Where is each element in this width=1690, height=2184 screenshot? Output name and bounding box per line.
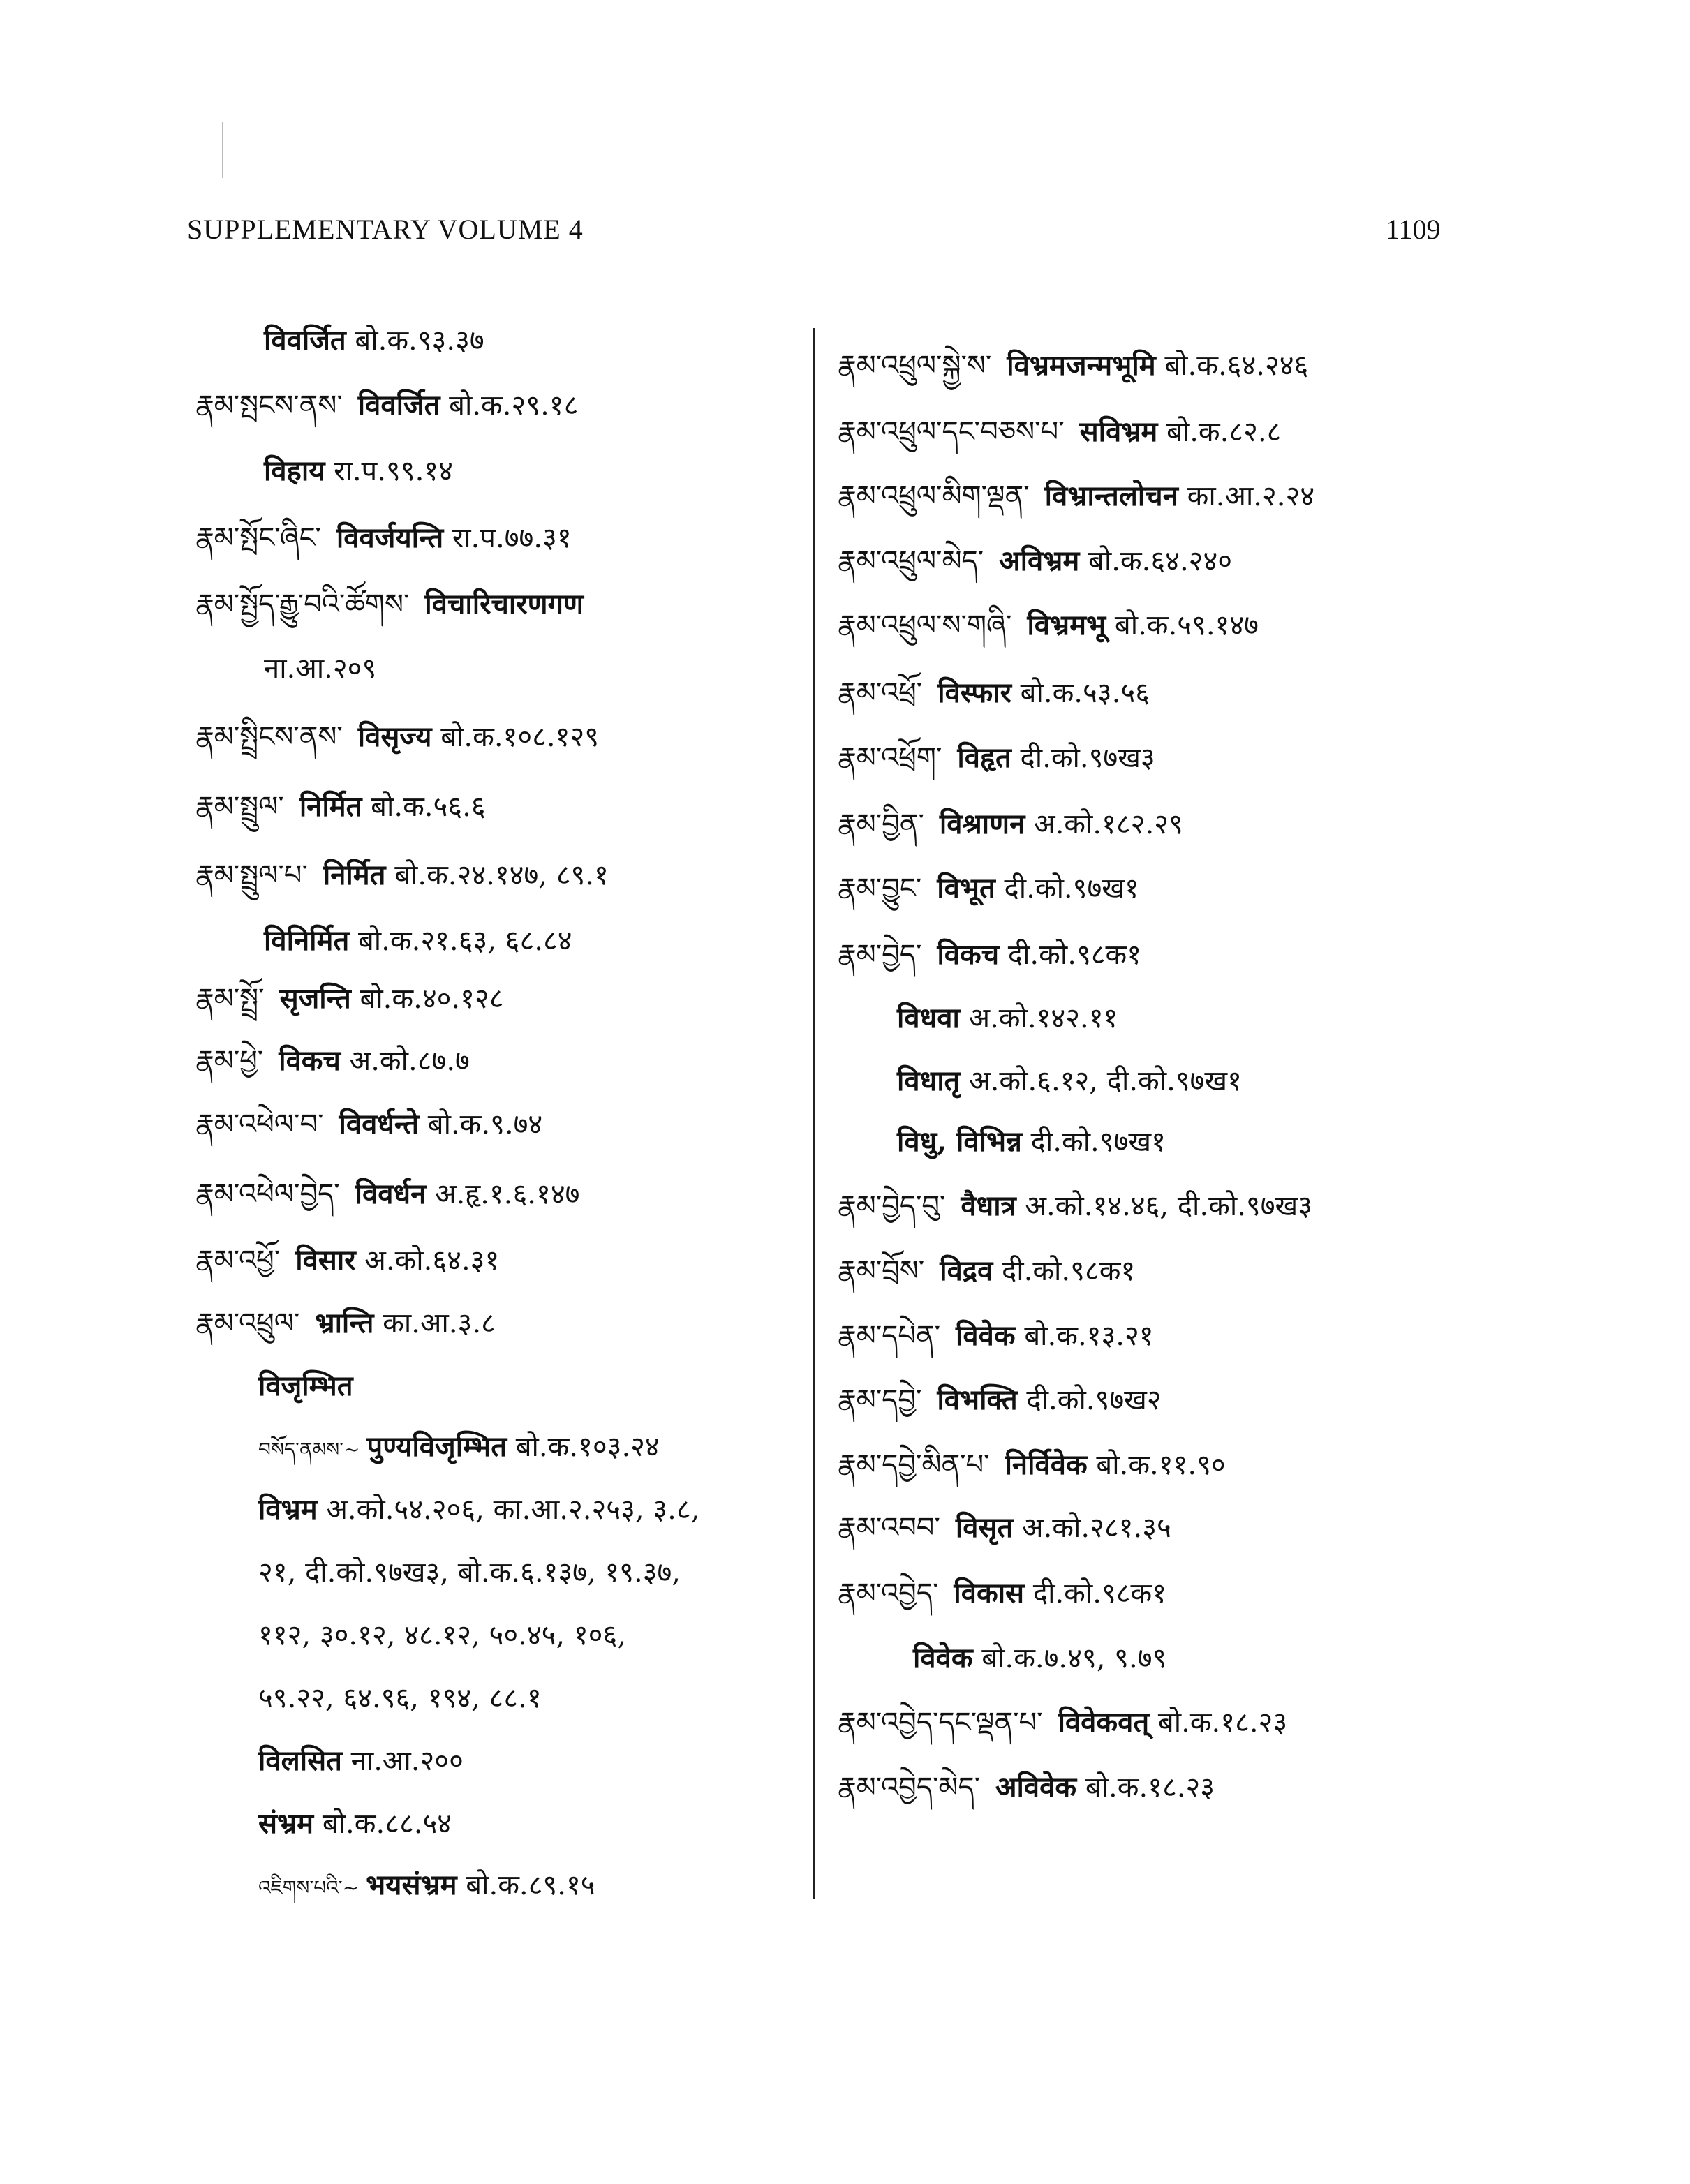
tibetan-headword: རྣམ་བྱེད་ [838,939,922,971]
reference: ना.आ.२०९ [264,653,377,685]
tibetan-phrase: བསོད་ནམས་~ [258,1438,360,1461]
tibetan-headword: རྣམ་སྤྲུལ་པ་ [195,859,308,891]
sanskrit-term: सविभ्रम [1079,415,1158,448]
reference: बो.क.११.९० [1096,1449,1226,1481]
right-entry [838,1304,1154,1368]
sanskrit-term: विलसित [258,1744,342,1777]
sanskrit-term: विवर्जित [264,324,346,357]
left-entry [195,1162,579,1226]
left-entry [258,1540,681,1605]
reference: बो.क.२१.६३, ६८.८४ [357,925,572,957]
sanskrit-term: निर्विवेक [1005,1448,1088,1481]
reference: २१, दी.को.९७ख३, बो.क.६.१३७, १९.३७, [258,1557,681,1589]
left-entry [264,909,572,973]
reference: बो.क.५९.१४७ [1114,609,1259,641]
reference: बो.क.६४.२४६ [1164,350,1309,382]
left-entry [195,843,609,907]
column-divider [813,328,815,1899]
tibetan-headword: རྣམ་འཕྲུལ་ [195,1307,300,1339]
reference: बो.क.७.४९, ९.७९ [981,1642,1167,1674]
sanskrit-term: पुण्यविजृम्भित [366,1430,507,1463]
reference: दी.को.९७ख२ [1026,1384,1162,1416]
tibetan-headword: རྣམ་འབབ་ [838,1512,940,1544]
left-entry [258,1666,542,1730]
reference: अ.को.६.१२, दी.को.९७ख१ [969,1065,1242,1097]
left-entry [258,1729,464,1793]
sanskrit-term: विसार [295,1244,356,1277]
reference: ५९.२२, ६४.९६, १९४, ८८.१ [258,1682,542,1714]
sanskrit-term: विधवा [897,1002,960,1034]
tibetan-headword: རྣམ་སྤངས་ནས་ [195,389,343,422]
sanskrit-term: विनिर्मित [264,924,350,957]
left-entry [195,1291,496,1355]
left-entry [195,572,584,637]
sanskrit-term: विहाय [264,454,325,487]
reference: अ.को.२८१.३५ [1022,1512,1171,1544]
sanskrit-term: भयसंभ्रम [366,1869,457,1901]
left-entry [264,309,484,373]
right-entry [838,1174,1312,1238]
reference: बो.क.१०३.२४ [515,1431,660,1463]
sanskrit-term: विवर्जयन्ति [336,521,444,554]
tibetan-phrase: འཇིགས་པའི་~ [258,1876,360,1899]
sanskrit-term: विभूत [937,872,995,905]
sanskrit-term: अविभ्रम [999,544,1080,577]
right-entry [897,986,1118,1050]
reference: दी.को.९८क१ [1032,1577,1167,1610]
sanskrit-term: विवेकवत् [1058,1706,1150,1739]
sanskrit-term: विसृज्य [357,720,432,753]
tibetan-headword: རྣམ་འཕྲུལ་དང་བཅས་པ་ [838,416,1065,448]
right-entry [838,1433,1226,1497]
tibetan-headword: རྣམ་བྲོས་ [838,1255,925,1287]
tibetan-headword: རྣམ་འབྱེད་ [838,1577,939,1610]
tibetan-headword: རྣམ་སྤྱོད་རྒྱུ་བའི་ཚོགས་ [195,588,410,621]
tibetan-headword: རྣམ་འཕེལ་བྱེད་ [195,1178,340,1210]
sanskrit-term: विभ्रान्तलोचन [1044,480,1178,512]
page-number: 1109 [1386,214,1441,245]
left-entry [195,705,599,769]
right-entry [838,1239,1135,1303]
running-header: SUPPLEMENTARY VOLUME 4 [187,214,584,245]
reference: बो.क.४०.१२८ [360,983,504,1015]
sanskrit-term: विकच [279,1044,341,1077]
sanskrit-term: विहृत [957,741,1011,774]
sanskrit-term: संभ्रम [258,1807,314,1840]
reference: बो.क.९३.३७ [355,325,484,357]
sanskrit-term: अविवेक [995,1771,1077,1804]
sanskrit-term: विवर्जित [357,389,440,422]
right-entry [838,923,1141,987]
sanskrit-term: विवर्धन्ते [339,1108,420,1141]
sanskrit-term: विश्राणन [939,808,1025,840]
reference: का.आ.३.८ [383,1307,496,1339]
tibetan-headword: རྣམ་འབྱེད་དང་ལྡན་པ་ [838,1707,1043,1739]
tibetan-headword: རྣམ་འཕྱོ་ [195,1245,281,1277]
sanskrit-term: भ्रान्ति [315,1307,374,1339]
left-entry [195,1092,542,1157]
right-entry [897,1110,1166,1174]
left-entry [258,1354,353,1418]
right-entry [913,1626,1166,1691]
tibetan-headword: རྣམ་སྤོང་ཞིང་ [195,522,321,554]
right-entry [838,792,1183,856]
tibetan-headword: རྣམ་བྱེད་བུ་ [838,1190,946,1222]
reference: अ.को.६४.३१ [364,1245,500,1277]
left-entry [258,1792,452,1856]
reference: अ.को.१४.४६, दी.को.९७ख३ [1025,1190,1313,1222]
tibetan-headword: རྣམ་སྤྲུལ་ [195,791,284,823]
left-entry [258,1415,660,1479]
left-entry [264,439,453,503]
reference: दी.को.९७ख१ [1030,1126,1166,1158]
reference: बो.क.८९.१५ [466,1869,595,1901]
sanskrit-term: विधु, विभिन्न [897,1125,1022,1158]
right-entry [838,1755,1215,1820]
reference: बो.क.२९.१८ [449,389,579,422]
right-entry [838,726,1155,790]
reference: बो.क.६४.२४० [1088,545,1233,577]
reference: दी.को.९७ख१ [1004,872,1139,905]
reference: बो.क.१८.२३ [1085,1771,1215,1804]
right-entry [897,1049,1242,1113]
tibetan-headword: རྣམ་འཕྲོ་ [838,677,923,709]
reference: अ.हृ.१.६.१४७ [435,1178,580,1210]
reference: बो.क.१३.२१ [1024,1320,1154,1352]
reference: दी.को.९८क१ [1007,939,1142,971]
sanskrit-term: विभ्रम [258,1493,318,1526]
sanskrit-term: विस्फार [937,676,1011,709]
sanskrit-term: सृजन्ति [279,982,351,1015]
reference: अ.को.५४.२०६, का.आ.२.२५३, ३.८, [326,1494,700,1526]
left-entry [195,1228,499,1293]
reference: अ.को.१४२.११ [968,1002,1118,1034]
right-entry [838,464,1314,528]
reference: रा.प.७७.३१ [452,522,572,554]
tibetan-headword: རྣམ་འཕྲོག་ [838,742,942,774]
tibetan-headword: རྣམ་འཕྲུལ་ས་གཞི་ [838,609,1012,641]
right-entry [838,1561,1166,1626]
reference: बो.क.२४.१४७, ८९.१ [394,859,609,891]
reference: बो.क.५६.६ [371,791,486,823]
right-entry [838,593,1259,658]
tibetan-headword: རྣམ་བྱུང་ [838,872,922,905]
tibetan-headword: རྣམ་འཕེལ་བ་ [195,1108,324,1141]
left-entry [195,775,486,839]
left-entry [195,506,572,570]
right-entry [838,856,1139,921]
sanskrit-term: विसृत [955,1511,1014,1544]
sanskrit-term: विद्रव [940,1254,993,1287]
margin-mark [222,122,223,178]
tibetan-headword: རྣམ་འཕྲུལ་མེད་ [838,545,984,577]
right-entry [838,400,1281,464]
sanskrit-term: निर्मित [299,790,362,823]
left-entry [195,373,578,438]
sanskrit-term: विधातृ [897,1064,961,1097]
sanskrit-term: निर्मित [323,859,386,891]
reference: बो.क.९.७४ [427,1108,543,1141]
reference: अ.को.८७.७ [349,1045,470,1077]
tibetan-headword: རྣམ་བྱིན་ [838,808,924,840]
left-entry [195,1029,470,1093]
left-entry [258,1603,626,1667]
sanskrit-term: विवेक [913,1642,973,1674]
sanskrit-term: विवर्धन [355,1178,427,1210]
reference: ना.आ.२०० [350,1745,464,1777]
right-entry [838,1496,1171,1560]
tibetan-headword: རྣམ་འབྱེད་མེད་ [838,1771,980,1804]
sanskrit-term: विभ्रमजन्मभूमि [1007,349,1156,382]
left-entry [195,967,504,1031]
tibetan-headword: རྣམ་སྤྲིངས་ནས་ [195,721,343,753]
reference: बो.क.८८.५४ [322,1808,452,1840]
tibetan-headword: རྣམ་དབྱེ་མིན་པ་ [838,1449,990,1481]
reference: अ.को.१८२.२९ [1034,808,1183,840]
tibetan-headword: རྣམ་དབྱེ་ [838,1384,922,1416]
right-entry [838,661,1150,725]
tibetan-headword: རྣམ་སྤྲོ་ [195,983,265,1015]
right-entry [838,1368,1162,1432]
reference: रा.प.९९.१४ [334,455,453,487]
reference: बो.क.१८.२३ [1157,1707,1288,1739]
left-entry [258,1853,595,1917]
reference: बो.क.५३.५६ [1020,677,1150,709]
sanskrit-term: विभक्ति [937,1383,1018,1416]
right-entry [838,334,1308,398]
sanskrit-term: विवेक [956,1319,1016,1352]
sanskrit-term: विभ्रमभू [1027,609,1106,641]
reference: दी.को.९८क१ [1002,1255,1136,1287]
reference: ११२, ३०.१२, ४८.१२, ५०.४५, १०६, [258,1619,626,1651]
tibetan-headword: རྣམ་དཔེན་ [838,1320,941,1352]
reference: बो.क.८२.८ [1166,416,1282,448]
sanskrit-term: विजृम्भित [258,1369,353,1402]
reference: बो.क.१०८.१२९ [440,721,600,753]
sanskrit-term: वैधात्र [961,1189,1016,1222]
tibetan-headword: རྣམ་འཕྲུལ་སྐྱེ་ས་ [838,350,992,382]
sanskrit-term: विकास [954,1577,1025,1610]
tibetan-headword: རྣམ་འཕྲུལ་མིག་ལྡན་ [838,480,1030,512]
reference: दी.को.९७ख३ [1020,742,1155,774]
sanskrit-term: विचारिचारणगण [424,588,584,621]
sanskrit-term: विकच [937,938,1000,971]
left-entry [258,1478,699,1542]
right-entry [838,529,1232,593]
tibetan-headword: རྣམ་ཕྱེ་ [195,1045,264,1077]
reference: का.आ.२.२४ [1187,480,1315,512]
right-entry [838,1691,1287,1755]
left-entry [264,637,376,701]
